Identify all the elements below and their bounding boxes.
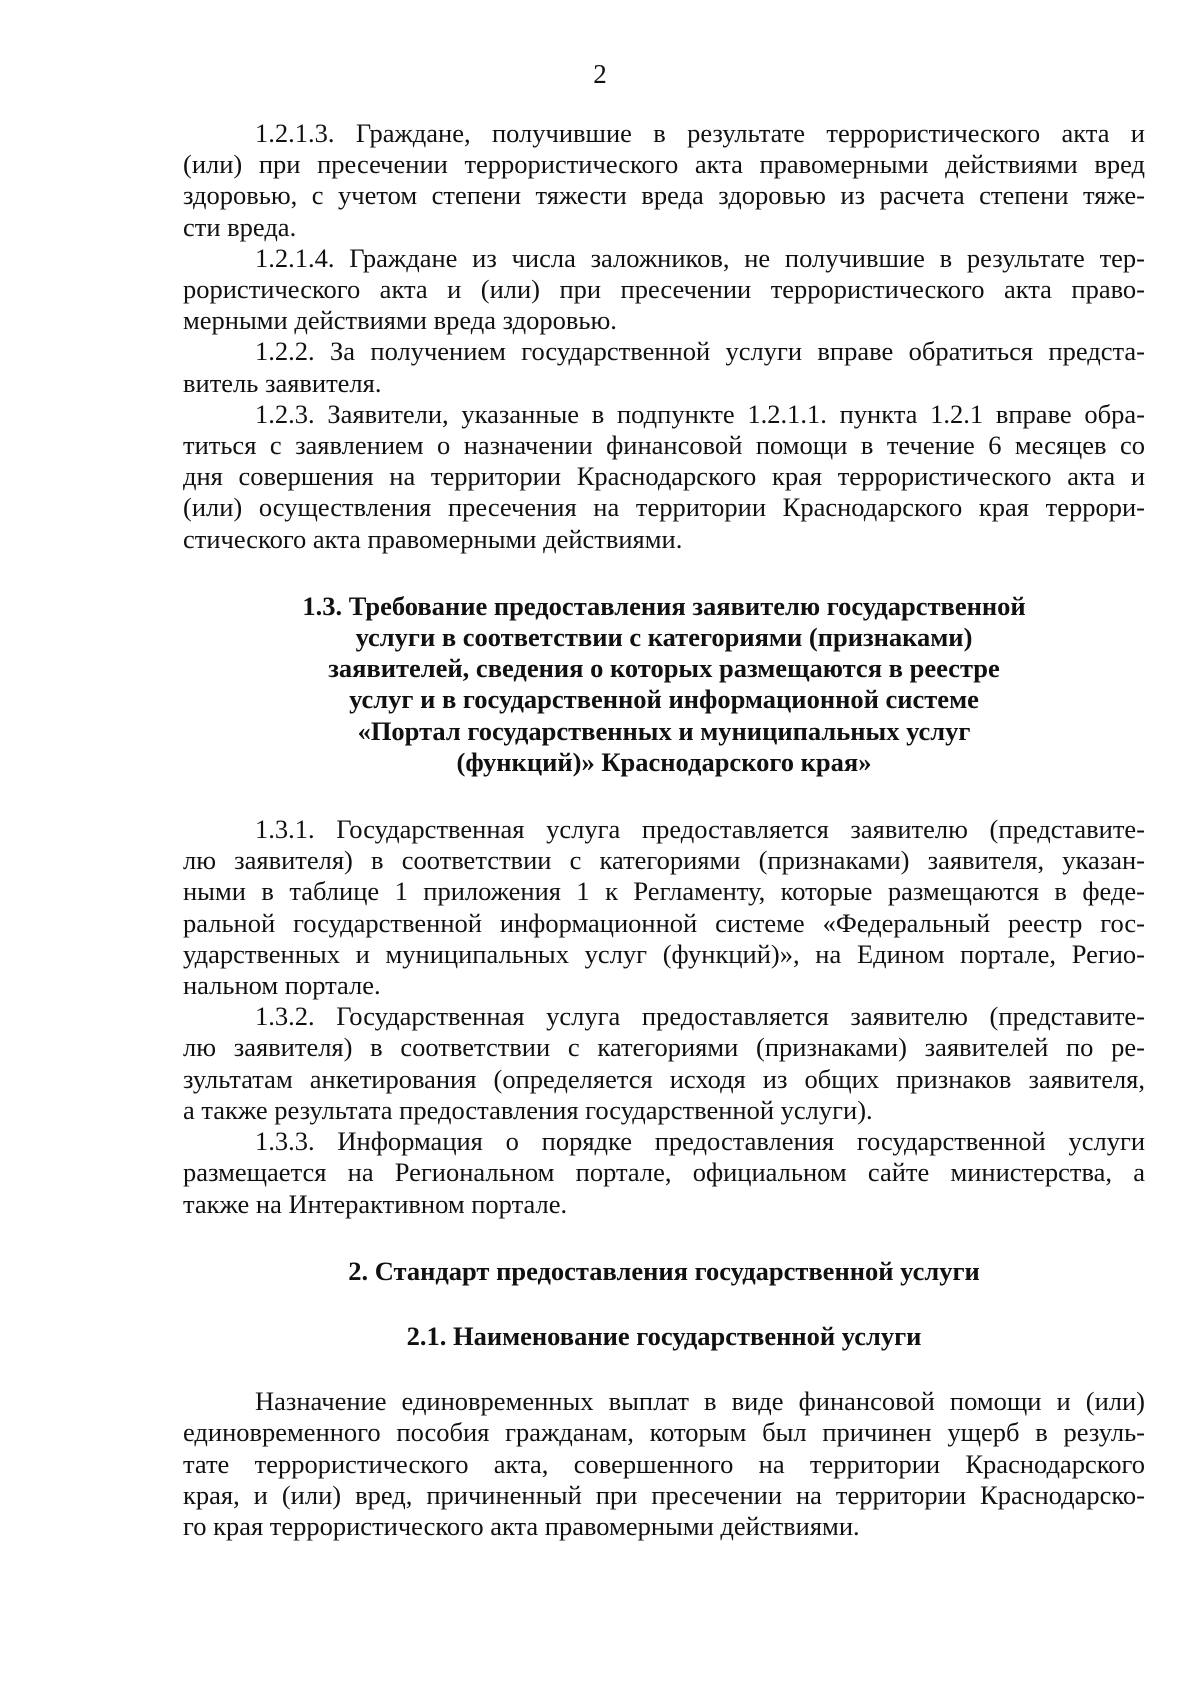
heading-line: (функций)» Краснодарского края» bbox=[456, 746, 872, 777]
text-line: ударственных и муниципальных услуг (функций)», на Едином портале, Регио- bbox=[183, 938, 1145, 969]
spacer bbox=[183, 1352, 1145, 1386]
paragraph-1-2-1-3 bbox=[183, 118, 1145, 243]
text-line: размещается на Региональном портале, официальном сайте министерства, а bbox=[183, 1157, 1145, 1188]
text-line: рористического акта и (или) при пресечении террористического акта право- bbox=[183, 274, 1145, 305]
text-line: ральной государственной информационной системе «Федеральный реестр гос- bbox=[183, 907, 1145, 938]
text-line: го края террористического акта правомерными действиями. bbox=[183, 1510, 860, 1541]
text-line: лю заявителя) в соответствии с категориями (признаками) заявителей по ре- bbox=[183, 1032, 1145, 1063]
section-heading-2 bbox=[183, 1256, 1145, 1287]
text-line: титься с заявлением о назначении финансовой помощи в течение 6 месяцев со bbox=[183, 430, 1145, 461]
spacer bbox=[183, 555, 1145, 591]
page-number: 2 bbox=[593, 59, 607, 89]
text-line: зультатам анкетирования (определяется исходя из общих признаков заявителя, bbox=[183, 1063, 1145, 1094]
text-line: 1.3.2. Государственная услуга предоставляется заявителю (представите- bbox=[255, 1001, 1145, 1032]
document-body bbox=[183, 118, 1145, 1542]
heading-line: услуги в соответствии с категориями (признаками) bbox=[355, 622, 973, 653]
section-heading-2-1 bbox=[183, 1321, 1145, 1352]
heading-line: 2. Стандарт предоставления государственной услуги bbox=[348, 1255, 980, 1286]
spacer bbox=[183, 778, 1145, 814]
paragraph-1-2-1-4 bbox=[183, 243, 1145, 337]
text-line: 1.3.3. Информация о порядке предоставления государственной услуги bbox=[255, 1126, 1145, 1157]
text-line: дня совершения на территории Краснодарского края террористического акта и bbox=[183, 461, 1145, 492]
text-line: лю заявителя) в соответствии с категориями (признаками) заявителя, указан- bbox=[183, 845, 1145, 876]
text-line: 1.2.3. Заявители, указанные в подпункте 1.2.1.1. пункта 1.2.1 вправе обра- bbox=[255, 398, 1145, 429]
spacer bbox=[183, 1287, 1145, 1321]
heading-line: услуг и в государственной информационной системе bbox=[349, 684, 979, 715]
text-line: единовременного пособия гражданам, которым был причинен ущерб в резуль- bbox=[183, 1417, 1145, 1448]
text-line: витель заявителя. bbox=[183, 367, 382, 398]
text-line: 1.2.1.3. Граждане, получившие в результате террористического акта и bbox=[255, 118, 1145, 148]
text-line: сти вреда. bbox=[183, 211, 297, 242]
text-line: 1.2.1.4. Граждане из числа заложников, не получившие в результате тер- bbox=[255, 242, 1145, 273]
text-line: тате террористического акта, совершенного на территории Краснодарского bbox=[183, 1448, 1145, 1479]
text-line: края, и (или) вред, причиненный при пресечении на территории Краснодарско- bbox=[183, 1479, 1145, 1510]
text-line: здоровью, с учетом степени тяжести вреда здоровью из расчета степени тяже- bbox=[183, 180, 1145, 211]
heading-line: «Портал государственных и муниципальных услуг bbox=[357, 715, 971, 746]
text-line: стического акта правомерными действиями. bbox=[183, 523, 683, 554]
text-line: а также результата предоставления государственной услуги). bbox=[183, 1094, 873, 1125]
text-line: 1.2.2. За получением государственной услуги вправе обратиться предста- bbox=[255, 336, 1145, 367]
text-line: нальном портале. bbox=[183, 970, 381, 1001]
paragraph-1-3-2 bbox=[183, 1001, 1145, 1126]
text-line: мерными действиями вреда здоровью. bbox=[183, 305, 617, 336]
text-line: 1.3.1. Государственная услуга предоставляется заявителю (представите- bbox=[255, 814, 1145, 845]
paragraph-1-3-3 bbox=[183, 1126, 1145, 1220]
text-line: также на Интерактивном портале. bbox=[183, 1188, 568, 1219]
text-line: Назначение единовременных выплат в виде финансовой помощи и (или) bbox=[255, 1386, 1145, 1417]
text-line: (или) при пресечении террористического акта правомерными действиями вред bbox=[183, 149, 1145, 180]
paragraph-1-2-2 bbox=[183, 336, 1145, 398]
paragraph-2-1 bbox=[183, 1386, 1145, 1542]
paragraph-1-3-1 bbox=[183, 814, 1145, 1001]
spacer bbox=[183, 1220, 1145, 1256]
text-line: ными в таблице 1 приложения 1 к Регламенту, которые размещаются в феде- bbox=[183, 876, 1145, 907]
section-heading-1-3 bbox=[183, 591, 1145, 778]
heading-line: 2.1. Наименование государственной услуги bbox=[406, 1320, 922, 1351]
heading-line: заявителей, сведения о которых размещаются в реестре bbox=[328, 653, 1000, 684]
paragraph-1-2-3 bbox=[183, 399, 1145, 555]
text-line: (или) осуществления пресечения на территории Краснодарского края террори- bbox=[183, 492, 1145, 523]
heading-line: 1.3. Требование предоставления заявителю государственной bbox=[302, 590, 1026, 621]
